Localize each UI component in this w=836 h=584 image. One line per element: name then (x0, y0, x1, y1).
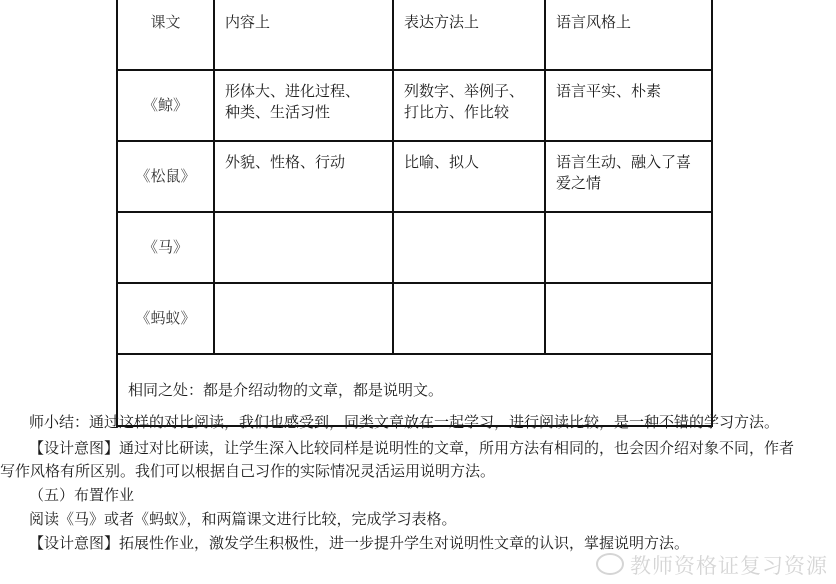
method-text: 比喻、拟人 (404, 153, 480, 171)
table-cell (214, 283, 393, 354)
header-label: 表达方法上 (404, 13, 480, 31)
content-text (215, 284, 392, 294)
header-cell: 课文 (117, 0, 214, 70)
table-cell (545, 283, 712, 354)
table-cell (545, 212, 712, 283)
teacher-summary: 师小结：通过这样的对比阅读，我们也感受到，同类文章放在一起学习，进行阅读比较，是一种不错的学习方法。 (29, 413, 780, 431)
homework-text: 阅读《马》或者《蚂蚁》，和两篇课文进行比较，完成学习表格。 (29, 510, 457, 528)
table-cell (393, 70, 545, 141)
table-row (117, 70, 712, 141)
text-title-cell: 《蚂蚁》 (117, 283, 214, 354)
table-cell (545, 70, 712, 141)
design-intent-1: 【设计意图】通过对比研读，让学生深入比较同样是说明性的文章，所用方法有相同的，也会因介绍对象不同，作者 (29, 439, 795, 457)
section-heading: （五）布置作业 (29, 486, 135, 504)
summary-text: 相同之处：都是介绍动物的文章，都是说明文。 (128, 380, 444, 399)
table-row (117, 212, 712, 283)
method-text: 列数字、举例子、 打比方、作比较 (404, 82, 525, 121)
table-cell (393, 283, 545, 354)
design-intent-1-cont: 写作风格有所区别。我们可以根据自己习作的实际情况灵活运用说明方法。 (0, 462, 496, 480)
header-label: 内容上 (225, 13, 271, 31)
content-text (215, 213, 392, 223)
header-cell (393, 0, 545, 70)
table-header-row (117, 0, 712, 70)
design-intent-2: 【设计意图】拓展性作业，激发学生积极性，进一步提升学生对说明性文章的认识，掌握说明方法。 (29, 534, 690, 552)
method-text (394, 213, 544, 223)
table-cell (393, 141, 545, 212)
style-text (546, 284, 711, 294)
style-text (546, 213, 711, 223)
table-row (117, 283, 712, 354)
style-text: 语言生动、融入了喜 爱之情 (556, 153, 692, 192)
table-row (117, 141, 712, 212)
watermark (596, 550, 828, 580)
header-label: 语言风格上 (556, 13, 632, 31)
content-text: 形体大、进化过程、 种类、生活习性 (225, 82, 361, 121)
table-cell (214, 70, 393, 141)
style-text: 语言平实、朴素 (556, 82, 662, 100)
table-cell (214, 141, 393, 212)
table-cell (545, 141, 712, 212)
header-cell (545, 0, 712, 70)
table-cell (214, 212, 393, 283)
content-text: 外貌、性格、行动 (225, 153, 346, 171)
text-title-cell: 《松鼠》 (117, 141, 214, 212)
method-text (394, 284, 544, 294)
text-title-cell: 《鲸》 (117, 70, 214, 141)
watermark-text: 教师资格证复习资源 (630, 554, 828, 578)
comparison-table (116, 0, 713, 427)
weibo-icon (596, 553, 624, 575)
table-cell (393, 212, 545, 283)
text-title-cell: 《马》 (117, 212, 214, 283)
header-cell (214, 0, 393, 70)
